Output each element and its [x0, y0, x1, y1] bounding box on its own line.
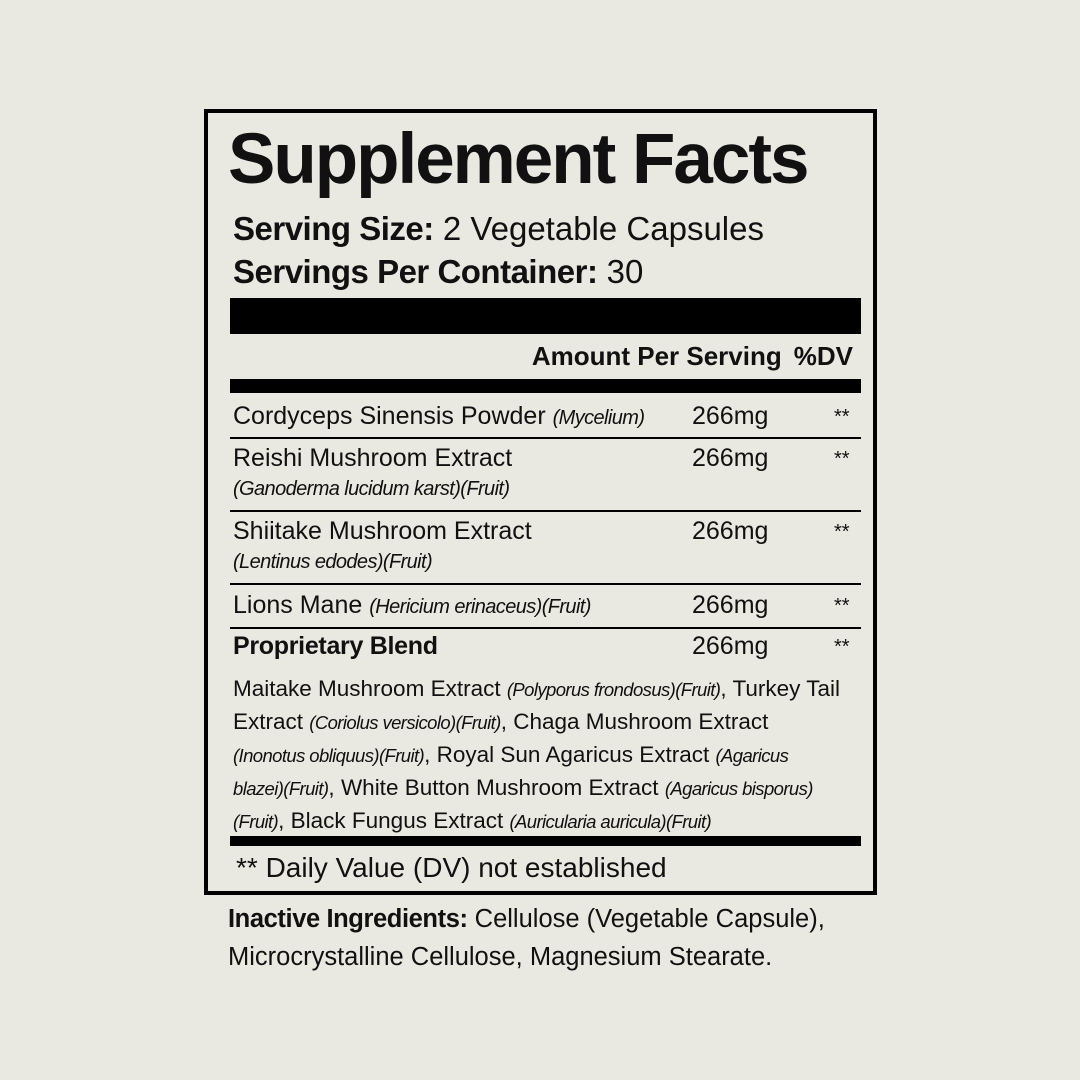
- ingredient-amount: 266mg: [692, 444, 769, 472]
- ingredient-label: Cordyceps Sinensis Powder: [233, 402, 546, 430]
- inactive-ingredients-label: Inactive Ingredients:: [228, 905, 468, 933]
- servings-per-container: [233, 252, 643, 292]
- ingredient-label: Lions Mane: [233, 591, 363, 619]
- thick-divider: [230, 298, 861, 334]
- blend-item: White Button Mushroom Extract (Agaricus bisporus)(Fruit),: [233, 775, 813, 833]
- row-divider: [230, 437, 861, 439]
- column-header: [532, 338, 853, 374]
- row-divider: [230, 583, 861, 585]
- panel-title: Supplement Facts: [228, 120, 808, 199]
- row-divider: [230, 510, 861, 512]
- serving-size-label: Serving Size:: [233, 210, 434, 247]
- ingredient-dv: **: [834, 595, 850, 617]
- ingredient-detail: (Ganoderma lucidum karst)(Fruit): [233, 478, 510, 500]
- blend-item: Chaga Mushroom Extract (Inonotus obliquus)(Fruit),: [233, 709, 769, 767]
- serving-size: [233, 209, 764, 249]
- row-divider: [230, 627, 861, 629]
- ingredient-amount: 266mg: [692, 517, 769, 545]
- ingredient-detail: (Lentinus edodes)(Fruit): [233, 551, 433, 573]
- blend-item: Royal Sun Agaricus Extract (Agaricus blazei)(Fruit),: [233, 742, 789, 800]
- dv-header: %DV: [793, 341, 853, 371]
- ingredient-detail: (Hericium erinaceus)(Fruit): [369, 596, 591, 618]
- ingredient-name: Reishi Mushroom Extract: [233, 444, 513, 472]
- blend-item: Turkey Tail Extract (Coriolus versicolo)(Fruit),: [233, 676, 841, 734]
- serving-size-value: 2 Vegetable Capsules: [442, 210, 764, 247]
- blend-item: Maitake Mushroom Extract (Polyporus frondosus)(Fruit),: [233, 676, 733, 701]
- proprietary-blend-title: Proprietary Blend: [233, 632, 438, 660]
- bottom-divider: [230, 836, 861, 846]
- ingredient-dv: **: [834, 521, 850, 543]
- dv-footnote: ** Daily Value (DV) not established: [236, 852, 667, 883]
- inactive-ingredients: [228, 900, 908, 976]
- ingredient-name: [233, 590, 591, 622]
- ingredient-amount: 266mg: [692, 632, 769, 660]
- ingredient-dv: **: [834, 448, 850, 470]
- servings-per-container-value: 30: [606, 253, 644, 290]
- inactive-ingredients-text: Cellulose (Vegetable Capsule), Microcrystalline Cellulose, Magnesium Stearate.: [228, 905, 825, 971]
- medium-divider: [230, 379, 861, 393]
- ingredient-amount: 266mg: [692, 402, 769, 430]
- servings-per-container-label: Servings Per Container:: [233, 253, 598, 290]
- ingredient-name: [233, 401, 644, 433]
- amount-per-serving-header: Amount Per Serving: [531, 341, 782, 371]
- ingredient-dv: **: [834, 406, 850, 428]
- proprietary-blend-list: [233, 673, 843, 838]
- supplement-facts-panel: [204, 109, 877, 895]
- ingredient-detail: (Mycelium): [552, 407, 645, 429]
- ingredient-name: Shiitake Mushroom Extract: [233, 517, 532, 545]
- ingredient-dv: **: [834, 636, 850, 658]
- blend-item: Black Fungus Extract (Auricularia auricula)(Fruit): [290, 808, 712, 833]
- ingredient-amount: 266mg: [692, 591, 769, 619]
